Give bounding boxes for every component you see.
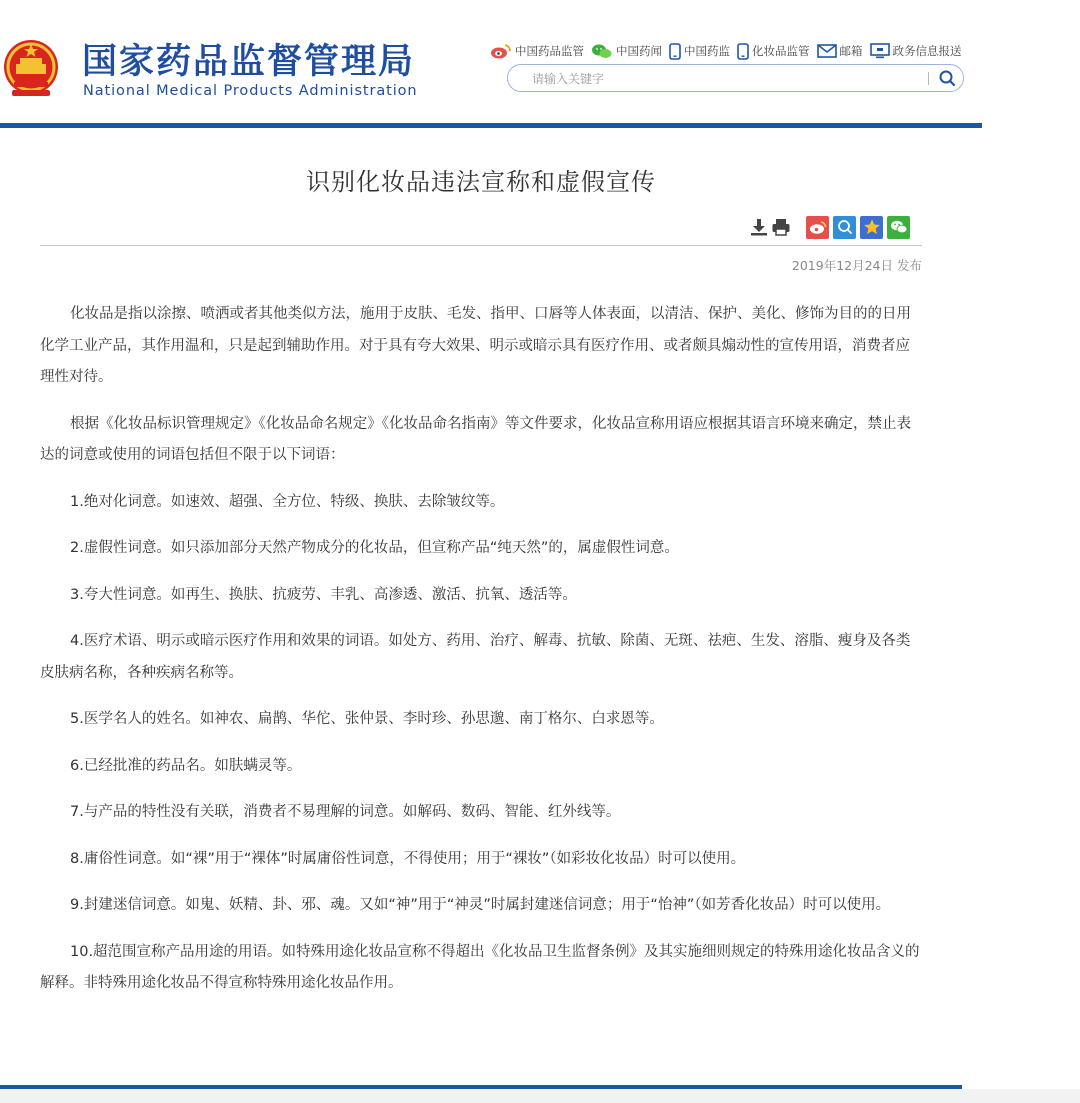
article-paragraph: 5.医学名人的姓名。如神农、扁鹊、华佗、张仲景、李时珍、孙思邈、南丁格尔、白求恩等。 [70, 711, 664, 727]
print-button[interactable] [770, 216, 792, 238]
top-link-weibo[interactable] [490, 43, 584, 59]
top-link-label: 化妆品监管 [752, 44, 810, 58]
wechat-share-icon [890, 219, 908, 235]
article-body [40, 299, 922, 1015]
publish-date: 2019年12月24日 发布 [791, 258, 922, 273]
article-paragraph: 根据《化妆品标识管理规定》《化妆品命名规定》《化妆品命名指南》等文件要求，化妆品宣称用语应根据其语言环境来确定，禁止表达的词意或使用的词语包括但不限于以下词语： [40, 415, 911, 463]
article-paragraph: 7.与产品的特性没有关联，消费者不易理解的词意。如解码、数码、智能、红外线等。 [70, 804, 621, 820]
top-link-label: 政务信息报送 [892, 44, 962, 58]
title-divider [40, 245, 922, 246]
search-input[interactable] [530, 68, 924, 90]
mail-icon [817, 44, 837, 58]
site-title-chinese[interactable]: 国家药品监督管理局 [82, 42, 416, 82]
weibo-icon [490, 43, 512, 59]
site-header [0, 0, 1080, 130]
top-link-mail[interactable] [817, 43, 863, 59]
header-divider-bar [0, 123, 982, 128]
wechat-icon [591, 43, 613, 59]
article-paragraph: 2.虚假性词意。如只添加部分天然产物成分的化妆品，但宣称产品“纯天然”的，属虚假性词意。 [70, 540, 679, 556]
share-weibo-button[interactable] [806, 216, 829, 239]
article-paragraph: 3.夸大性词意。如再生、换肤、抗疲劳、丰乳、高渗透、激活、抗氧、透活等。 [70, 586, 577, 603]
weibo-share-icon [809, 219, 827, 235]
top-link-monitor[interactable] [870, 43, 962, 59]
top-link-label: 中国药监 [684, 44, 730, 58]
top-link-mobile-2[interactable] [737, 43, 810, 60]
mobile-icon [737, 43, 749, 60]
national-emblem-icon [2, 38, 60, 100]
share-wechat-button[interactable] [887, 216, 910, 239]
top-links-bar [490, 41, 962, 61]
search-divider [928, 72, 929, 85]
footer-strip [0, 1089, 1080, 1103]
download-button[interactable] [748, 216, 770, 238]
article-paragraph: 6.已经批准的药品名。如肤螨灵等。 [70, 757, 302, 774]
mobile-icon [669, 43, 681, 60]
article-paragraph: 1.绝对化词意。如速效、超强、全方位、特级、换肤、去除皱纹等。 [70, 493, 505, 510]
search-button[interactable] [936, 68, 958, 88]
top-link-label: 中国药闻 [616, 44, 662, 58]
search-icon [936, 68, 958, 88]
article-paragraph: 化妆品是指以涂擦、喷洒或者其他类似方法，施用于皮肤、毛发、指甲、口唇等人体表面，以清洁、保护、美化、修饰为目的的日用化学工业产品，其作用温和，只是起到辅助作用。对于具有夸大效果、明示或暗示具有医疗作用、或者颇具煽动性的宣传用语，消费者应理性对待。 [40, 306, 911, 385]
tencent-share-icon [836, 218, 854, 236]
article-paragraph: 8.庸俗性词意。如“裸”用于“裸体”时属庸俗性词意，不得使用；用于“裸妆”（如彩妆化妆品）时可以使用。 [70, 850, 746, 867]
download-icon [749, 217, 769, 237]
top-link-label: 中国药品监管 [515, 44, 584, 58]
article-title: 识别化妆品违法宣称和虚假宣传 [306, 168, 656, 196]
share-favorite-button[interactable] [860, 216, 883, 239]
favorite-share-icon [863, 218, 881, 236]
top-link-wechat[interactable] [591, 43, 662, 59]
print-icon [771, 217, 791, 237]
search-box [507, 64, 964, 92]
monitor-icon [870, 43, 890, 59]
top-link-label: 邮箱 [839, 44, 863, 58]
article-paragraph: 4.医疗术语、明示或暗示医疗作用和效果的词语。如处方、药用、治疗、解毒、抗敏、除菌、无斑、祛疤、生发、溶脂、瘦身及各类皮肤病名称，各种疾病名称等。 [40, 633, 911, 681]
share-tencent-button[interactable] [833, 216, 856, 239]
site-title-english: National Medical Products Administration [83, 83, 418, 99]
article-paragraph: 9.封建迷信词意。如鬼、妖精、卦、邪、魂。又如“神”用于“神灵”时属封建迷信词意；用于“怡神”（如芳香化妆品）时可以使用。 [70, 897, 891, 913]
article-paragraph: 10.超范围宣称产品用途的用语。如特殊用途化妆品宣称不得超出《化妆品卫生监督条例》及其实施细则规定的特殊用途化妆品含义的解释。非特殊用途化妆品不得宣称特殊用途化妆品作用。 [40, 943, 920, 991]
top-link-mobile-1[interactable] [669, 43, 730, 60]
article-toolbar [748, 215, 910, 239]
